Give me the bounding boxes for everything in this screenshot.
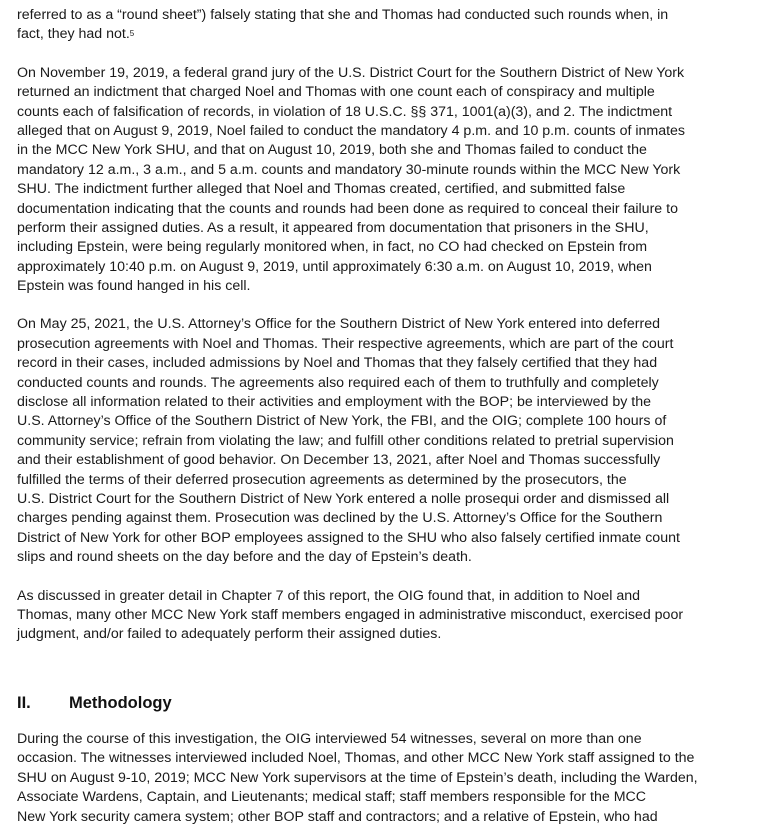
text-line: in the MCC New York SHU, and that on August 10, 2019, both she and Thomas failed to conduct the — [17, 142, 647, 159]
footnote-marker[interactable]: 5 — [129, 29, 135, 39]
text-line: Associate Wardens, Captain, and Lieutenants; medical staff; staff members responsible for the MCC — [17, 789, 647, 806]
text-line: record in their cases, included admissions by Noel and Thomas that they falsely certified that they had — [17, 355, 658, 372]
section-heading — [17, 694, 172, 713]
paragraph-2 — [17, 64, 737, 297]
text-line: U.S. Attorney’s Office of the Southern District of New York, the FBI, and the OIG; complete 100 hours of — [17, 413, 667, 430]
text-line: returned an indictment that charged Noel and Thomas with one count each of conspiracy and multiple — [17, 84, 655, 101]
text-line: approximately 10:40 p.m. on August 9, 2019, until approximately 6:30 a.m. on August 10, 2019, when — [17, 258, 652, 275]
text-line: Thomas, many other MCC New York staff members engaged in administrative misconduct, exercised poor — [17, 606, 684, 623]
section-number: II. — [17, 694, 31, 712]
text-line: prosecution agreements with Noel and Thomas. Their respective agreements, which are part of the court — [17, 335, 674, 352]
text-line: SHU. The indictment further alleged that Noel and Thomas created, certified, and submitted false — [17, 181, 626, 198]
text-line: fulfilled the terms of their deferred prosecution agreements as determined by the prosecutors, the — [17, 471, 627, 488]
text-line: slips and round sheets on the day before and the day of Epstein’s death. — [17, 549, 472, 566]
text-line: community service; refrain from violating the law; and fulfill other conditions related to pretrial supervision — [17, 432, 674, 449]
text-line: judgment, and/or failed to adequately perform their assigned duties. — [17, 626, 442, 643]
text-line: On November 19, 2019, a federal grand jury of the U.S. District Court for the Southern District of New York — [17, 64, 685, 81]
text-line: conducted counts and rounds. The agreements also required each of them to truthfully and completely — [17, 374, 659, 391]
document-body — [17, 6, 737, 645]
section-title: Methodology — [69, 694, 172, 712]
text-line: Epstein was found hanged in his cell. — [17, 278, 251, 295]
text-line: During the course of this investigation, the OIG interviewed 54 witnesses, several on more than one — [17, 731, 642, 747]
text-line: SHU on August 9-10, 2019; MCC New York supervisors at the time of Epstein’s death, including the Warden, — [17, 769, 698, 786]
text-line: District of New York for other BOP employees assigned to the SHU who also falsely certified inmate count — [17, 529, 680, 546]
text-line: counts each of falsification of records, in violation of 18 U.S.C. §§ 371, 1001(a)(3), and 2. The indictment — [17, 103, 673, 120]
text-line: On May 25, 2021, the U.S. Attorney’s Office for the Southern District of New York entered into deferred — [17, 316, 660, 333]
text-line: disclose all information related to their activities and employment with the BOP; be interviewed by the — [17, 394, 652, 411]
text-line: referred to as a “round sheet”) falsely stating that she and Thomas had conducted such rounds when, in — [17, 7, 669, 23]
paragraph-3 — [17, 315, 737, 567]
paragraph-1 — [17, 6, 737, 45]
text-line: occasion. The witnesses interviewed included Noel, Thomas, and other MCC New York staff assigned to the — [17, 750, 695, 767]
text-line: and their establishment of good behavior. On December 13, 2021, after Noel and Thomas successfully — [17, 452, 661, 469]
text-line: alleged that on August 9, 2019, Noel failed to conduct the mandatory 4 p.m. and 10 p.m. counts of inmates — [17, 122, 686, 139]
text-line: charges pending against them. Prosecution was declined by the U.S. Attorney’s Office for the Southern — [17, 510, 663, 527]
paragraph-4 — [17, 587, 737, 645]
text-line: perform their assigned duties. As a result, it appeared from documentation that prisoners in the SHU, — [17, 219, 649, 236]
text-line — [17, 25, 737, 44]
text-line: New York security camera system; other BOP staff and contractors; and a relative of Epstein, who had — [17, 808, 658, 825]
text-line: documentation indicating that the counts and rounds had been done as required to conceal their failure to — [17, 200, 678, 217]
methodology-paragraph — [17, 730, 747, 827]
text-line: As discussed in greater detail in Chapter 7 of this report, the OIG found that, in addition to Noel and — [17, 587, 641, 604]
text-line: including Epstein, were being regularly monitored when, in fact, no CO had checked on Epstein from — [17, 239, 648, 256]
text-line: U.S. District Court for the Southern District of New York entered a nolle prosequi order and dismissed all — [17, 490, 670, 507]
text-line: mandatory 12 a.m., 3 a.m., and 5 a.m. counts and mandatory 30-minute rounds within the MCC New York — [17, 161, 681, 178]
text-line-content: fact, they had not. — [17, 26, 130, 43]
